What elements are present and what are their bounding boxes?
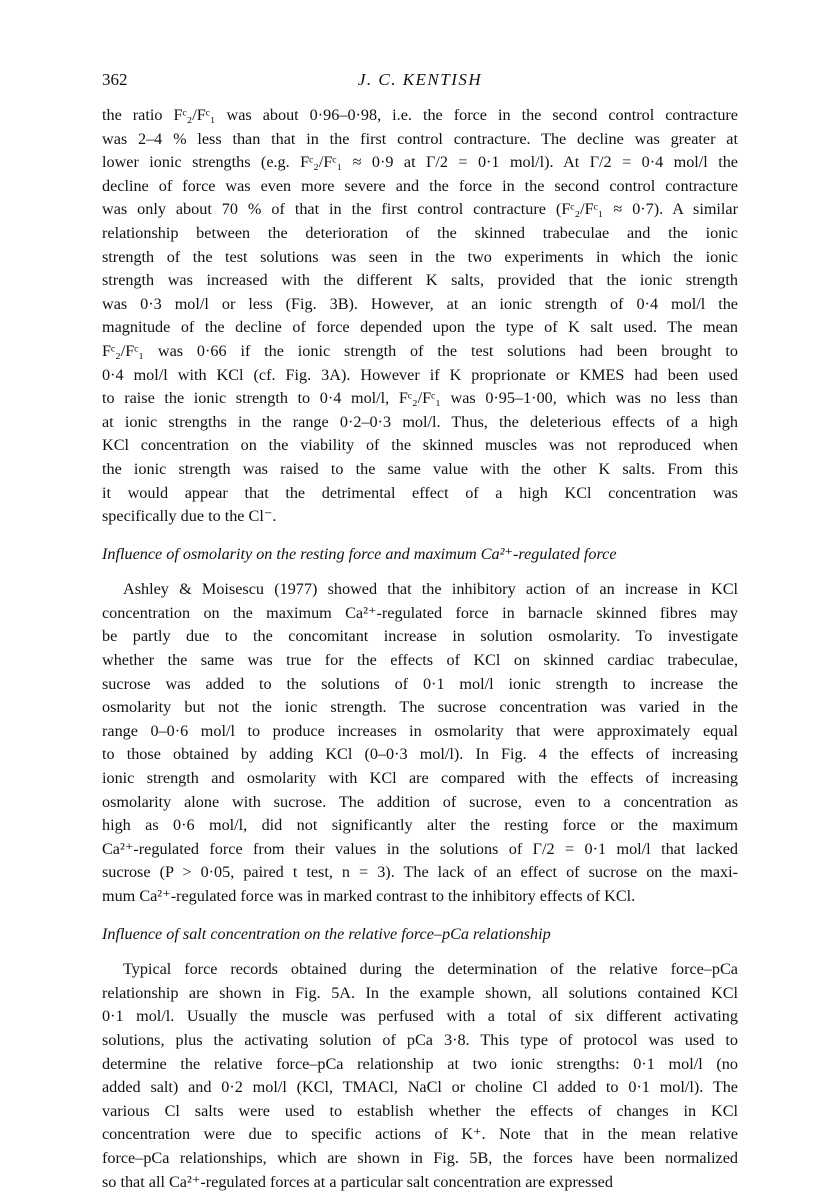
text-line: solutions, plus the activating solution of pCa 3·8. This type of protocol was used to [102, 1030, 738, 1049]
text-line: lower ionic strengths (e.g. Fᶜ₂/Fᶜ₁ ≈ 0·9 at Γ/2 = 0·1 mol/l). At Γ/2 = 0·4 mol/l the [102, 153, 738, 172]
text-line: Typical force records obtained during the determination of the relative force–pCa [123, 960, 738, 979]
text-line: strength was increased with the different K salts, provided that the ionic strength [102, 271, 738, 290]
text-line: high as 0·6 mol/l, did not significantly alter the resting force or the maximum [102, 816, 738, 835]
heading-gap [102, 566, 738, 578]
section-gap [102, 909, 738, 923]
text-line: mum Ca²⁺-regulated force was in marked contrast to the inhibitory effects of KCl. [102, 887, 636, 905]
heading-gap [102, 946, 738, 958]
text-line: was only about 70 % of that in the first control contracture (Fᶜ₂/Fᶜ₁ ≈ 0·7). A similar [102, 200, 738, 219]
section-heading: Influence of osmolarity on the resting force and maximum Ca²⁺-regulated force [102, 544, 617, 563]
text-line: the ratio Fᶜ₂/Fᶜ₁ was about 0·96–0·98, i.e. the force in the second control contracture [102, 106, 738, 124]
text-line: determine the relative force–pCa relationship at two ionic strengths: 0·1 mol/l (no [102, 1054, 738, 1073]
text-line: KCl concentration on the viability of the skinned muscles was not reproduced when [102, 436, 738, 455]
text-line: strength of the test solutions was seen in the two experiments in which the ionic [102, 247, 738, 266]
page-number: 362 [102, 70, 128, 89]
section-heading: Influence of salt concentration on the relative force–pCa relationship [102, 924, 551, 943]
article-body [102, 104, 738, 1194]
text-line: magnitude of the decline of force depended upon the type of K salt used. The mean [102, 318, 738, 337]
text-line: it would appear that the detrimental effect of a high KCl concentration was [102, 483, 738, 502]
text-line: decline of force was even more severe and the force in the second control contracture [102, 176, 738, 195]
paragraph [102, 578, 738, 908]
journal-page [102, 70, 738, 1194]
text-line: sucrose (P > 0·05, paired t test, n = 3). The lack of an effect of sucrose on the maxi- [102, 863, 738, 882]
text-line: ionic strength and osmolarity with KCl are compared with the effects of increasing [102, 769, 738, 788]
text-line: the ionic strength was raised to the same value with the other K salts. From this [102, 459, 738, 478]
text-line: Ca²⁺-regulated force from their values in the solutions of Γ/2 = 0·1 mol/l that lacked [102, 839, 738, 858]
text-line: to those obtained by adding KCl (0–0·3 mol/l). In Fig. 4 the effects of increasing [102, 745, 738, 764]
text-line: Ashley & Moisescu (1977) showed that the inhibitory action of an increase in KCl [123, 580, 738, 599]
text-line: concentration were due to specific actions of K⁺. Note that in the mean relative [102, 1125, 738, 1144]
text-line: force–pCa relationships, which are shown in Fig. 5B, the forces have been normalized [102, 1148, 738, 1167]
text-line: added salt) and 0·2 mol/l (KCl, TMACl, NaCl or choline Cl added to 0·1 mol/l). The [102, 1078, 738, 1097]
text-line: be partly due to the concomitant increase in solution osmolarity. To investigate [102, 627, 738, 646]
text-line: osmolarity alone with sucrose. The addition of sucrose, even to a concentration as [102, 792, 738, 811]
text-line: was 0·3 mol/l or less (Fig. 3B). However, at an ionic strength of 0·4 mol/l the [102, 294, 738, 313]
text-line: sucrose was added to the solutions of 0·1 mol/l ionic strength to increase the [102, 674, 738, 693]
text-line: relationship are shown in Fig. 5A. In the example shown, all solutions contained KCl [102, 983, 738, 1002]
text-line: to raise the ionic strength to 0·4 mol/l, Fᶜ₂/Fᶜ₁ was 0·95–1·00, which was no less than [102, 389, 738, 408]
text-line: various Cl salts were used to establish whether the effects of changes in KCl [102, 1101, 738, 1120]
text-line: relationship between the deterioration of the skinned trabeculae and the ionic [102, 223, 738, 242]
running-head: J. C. KENTISH [357, 70, 483, 89]
text-line: whether the same was true for the effects of KCl on skinned cardiac trabeculae, [102, 651, 738, 670]
page-header [102, 70, 738, 94]
text-line: Fᶜ₂/Fᶜ₁ was 0·66 if the ionic strength of the test solutions had been brought to [102, 341, 738, 360]
text-line: range 0–0·6 mol/l to produce increases in osmolarity that were approximately equal [102, 721, 738, 740]
text-line: osmolarity but not the ionic strength. The sucrose concentration was varied in the [102, 698, 738, 717]
section-gap [102, 529, 738, 543]
text-line: was 2–4 % less than that in the first control contracture. The decline was greater at [102, 129, 738, 148]
paragraph [102, 104, 738, 529]
text-line: concentration on the maximum Ca²⁺-regulated force in barnacle skinned fibres may [102, 603, 738, 622]
paragraph [102, 958, 738, 1194]
text-line: 0·4 mol/l with KCl (cf. Fig. 3A). However if K proprionate or KMES had been used [102, 365, 738, 384]
text-line: at ionic strengths in the range 0·2–0·3 mol/l. Thus, the deleterious effects of a high [102, 412, 738, 431]
text-line: 0·1 mol/l. Usually the muscle was perfused with a total of six different activating [102, 1007, 738, 1026]
text-line: specifically due to the Cl⁻. [102, 507, 277, 526]
text-line: so that all Ca²⁺-regulated forces at a particular salt concentration are expressed [102, 1172, 613, 1191]
